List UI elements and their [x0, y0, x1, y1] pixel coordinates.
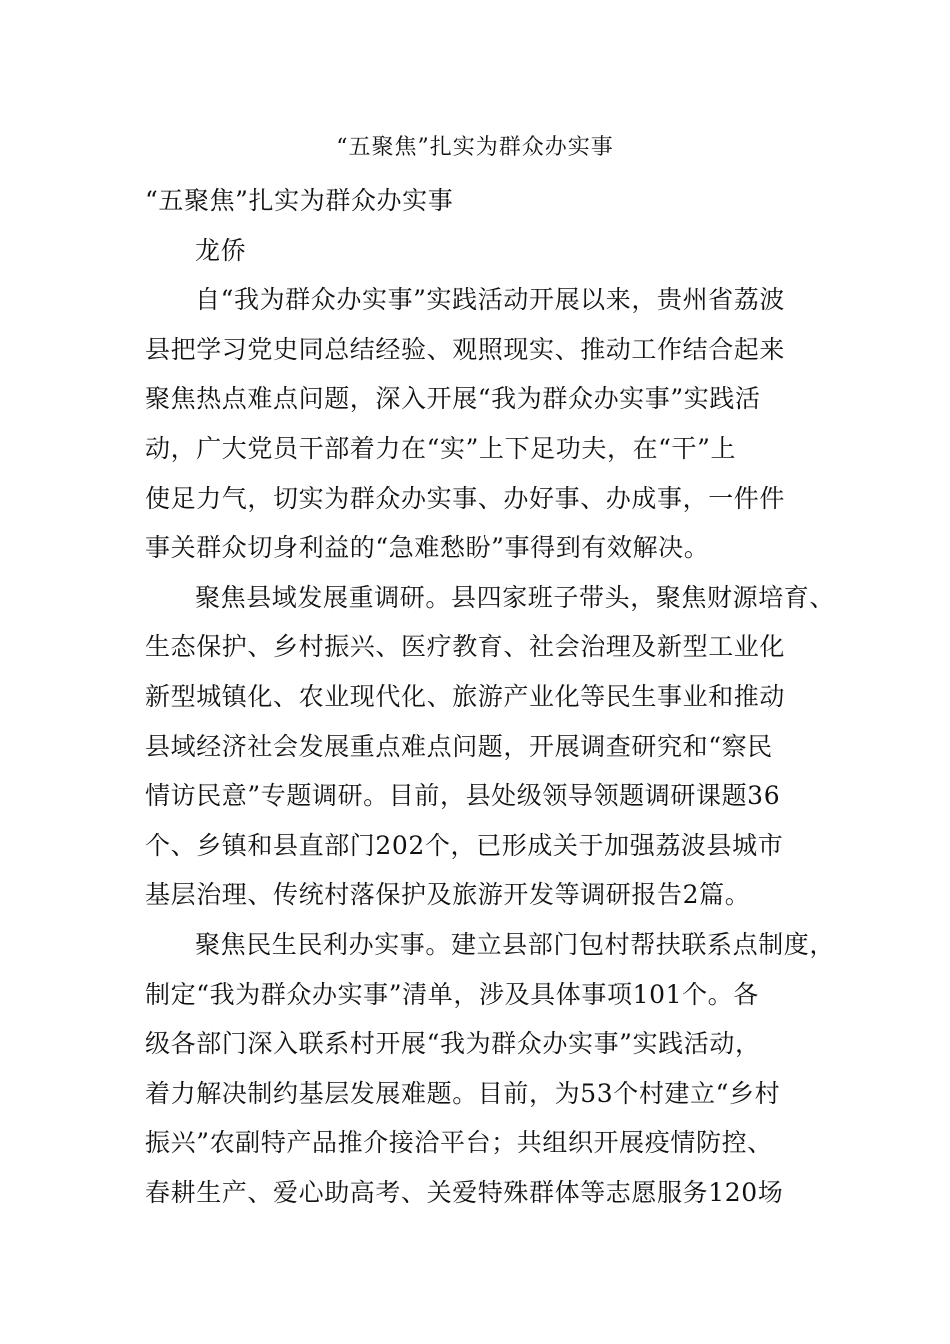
- paragraph-line: 个、乡镇和县直部门202个，已形成关于加强荔波县城市: [145, 830, 784, 860]
- paragraph-line: 使足力气，切实为群众办实事、办好事、办成事，一件件: [145, 483, 786, 513]
- paragraph-line: 春耕生产、爱心助高考、关爱特殊群体等志愿服务120场: [145, 1177, 784, 1207]
- paragraph-line: 事关群众切身利益的“急难愁盼”事得到有效解决。: [145, 533, 710, 563]
- paragraph-line: 县把学习党史同总结经验、观照现实、推动工作结合起来: [145, 334, 786, 364]
- author-line: 龙侨: [195, 235, 247, 265]
- paragraph-line: 着力解决制约基层发展难题。目前，为53个村建立“乡村: [145, 1078, 781, 1108]
- paragraph-line: 制定“我为群众办实事”清单，涉及具体事项101个。各: [145, 979, 759, 1009]
- paragraph-line: 生态保护、乡村振兴、医疗教育、社会治理及新型工业化: [145, 632, 786, 662]
- paragraph-line: 动，广大党员干部着力在“实”上下足功夫，在“干”上: [145, 433, 737, 463]
- subtitle-line: “五聚焦”扎实为群众办实事: [145, 186, 454, 215]
- paragraph-line: 聚焦县域发展重调研。县四家班子带头，聚焦财源培育、: [195, 582, 836, 612]
- paragraph-line: 聚焦民生民利办实事。建立县部门包村帮扶联系点制度，: [195, 929, 836, 959]
- paragraph-line: 县域经济社会发展重点难点问题，开展调查研究和“察民: [145, 731, 773, 761]
- document-body: [145, 176, 835, 1217]
- paragraph-line: 自“我为群众办实事”实践活动开展以来，贵州省荔波: [195, 285, 785, 315]
- paragraph-line: 情访民意”专题调研。目前，县处级领导领题调研课题36: [145, 781, 781, 811]
- paragraph-line: 新型城镇化、农业现代化、旅游产业化等民生事业和推动: [145, 681, 786, 711]
- paragraph-line: 聚焦热点难点问题，深入开展“我为群众办实事”实践活: [145, 384, 761, 414]
- paragraph-line: 基层治理、传统村落保护及旅游开发等调研报告2篇。: [145, 880, 751, 910]
- paragraph-line: 级各部门深入联系村开展“我为群众办实事”实践活动，: [145, 1029, 761, 1059]
- paragraph-line: 振兴”农副特产品推介接洽平台；共组织开展疫情防控、: [145, 1128, 773, 1158]
- document-title: “五聚焦”扎实为群众办实事: [336, 135, 614, 160]
